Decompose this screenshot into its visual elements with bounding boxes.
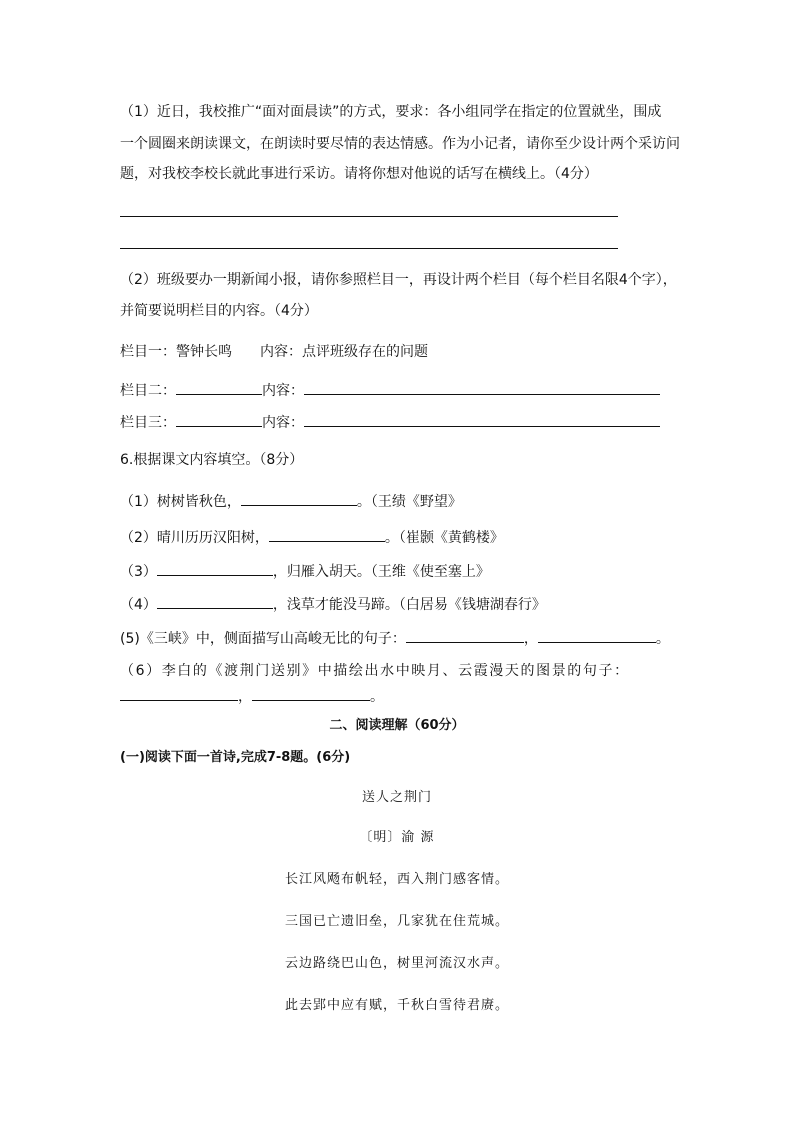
column-2-content-blank[interactable] (304, 380, 660, 395)
q6-item-4-blank[interactable] (157, 594, 273, 609)
section-2-subtitle: (一)阅读下面一首诗,完成7-8题。(6分) (120, 750, 351, 765)
column-3-row (120, 412, 660, 433)
q5-1-line-2: 一个圆圈来朗读课文，在朗读时要尽情的表达情感。作为小记者，请你至少设计两个采访问 (120, 136, 680, 152)
poem-line-3: 云边路绕巴山色，树里河流汉水声。 (284, 956, 509, 971)
column-2-name: 栏目二： (120, 383, 176, 399)
q5-1-line-3: 题，对我校李校长就此事进行采访。请将你想对他说的话写在横线上。（4分） (120, 166, 598, 182)
q5-1-line-1: （1）近日，我校推广“面对面晨读”的方式，要求：各小组同学在指定的位置就坐，围成 (120, 104, 662, 120)
q6-title: 6.根据课文内容填空。（8分） (120, 452, 304, 468)
q6-item-6-line-2 (120, 686, 384, 707)
q6-item-1 (120, 491, 462, 512)
q6-item-1-blank[interactable] (241, 491, 357, 506)
q6-item-2-text: （2）晴川历历汉阳树， (120, 530, 269, 546)
column-3-content: 内容： (262, 415, 304, 431)
q6-item-3-label: （3） (120, 564, 157, 580)
column-3-content-blank[interactable] (304, 412, 660, 427)
q6-item-6-comma: ， (238, 689, 252, 705)
q6-item-5-comma: ， (523, 631, 538, 647)
q5-2-line-2: 并简要说明栏目的内容。（4分） (120, 303, 318, 319)
column-2-row (120, 380, 660, 401)
poem-line-1: 长江风飏布帆轻，西入荆门感客情。 (284, 872, 509, 887)
q6-item-3 (120, 561, 490, 582)
column-3-name: 栏目三： (120, 415, 176, 431)
answer-line-1[interactable] (120, 216, 618, 217)
q6-item-6-line-1: （6）李白的《渡荆门送别》中描绘出水中映月、云霞漫天的图景的句子： (120, 663, 630, 679)
q6-item-5-blank-1[interactable] (406, 628, 524, 643)
column-2-name-blank[interactable] (176, 380, 262, 395)
q6-item-1-text: （1）树树皆秋色， (120, 494, 241, 510)
column-2-content: 内容： (262, 383, 304, 399)
q6-item-4 (120, 594, 546, 615)
q6-item-1-source: 。（王绩《野望》 (356, 494, 462, 510)
q6-item-5-blank-2[interactable] (538, 628, 656, 643)
q5-2-line-1: （2）班级要办一期新闻小报，请你参照栏目一，再设计两个栏目（每个栏目名限4个字）， (120, 272, 677, 288)
q6-item-6-blank-1[interactable] (120, 686, 238, 701)
q6-item-4-text: ，浅草才能没马蹄。（白居易《钱塘湖春行》 (272, 597, 546, 613)
poem-line-4: 此去郢中应有赋，千秋白雪待君赓。 (284, 998, 509, 1013)
q6-item-2-source: 。（崔颢《黄鹤楼》 (384, 530, 504, 546)
poem-title: 送人之荆门 (361, 790, 432, 805)
section-2-title: 二、阅读理解（60分） (329, 718, 465, 733)
q6-item-5-text: (5)《三峡》中，侧面描写山高峻无比的句子： (120, 631, 406, 647)
column-1-content: 内容：点评班级存在的问题 (260, 344, 428, 360)
q6-item-3-blank[interactable] (157, 561, 273, 576)
q6-item-5-period: 。 (655, 631, 670, 647)
q6-item-6-blank-2[interactable] (252, 686, 370, 701)
q6-item-6-period: 。 (370, 689, 384, 705)
poem-author: 〔明〕渝 源 (359, 830, 435, 845)
column-3-name-blank[interactable] (176, 412, 262, 427)
poem-line-2: 三国已亡遗旧垒，几家犹在住荒城。 (284, 914, 509, 929)
q6-item-2 (120, 527, 504, 548)
column-1-row (120, 342, 428, 362)
q6-item-5 (120, 628, 670, 649)
q6-item-4-label: （4） (120, 597, 157, 613)
q6-item-3-text: ，归雁入胡天。（王维《使至塞上》 (272, 564, 490, 580)
answer-line-2[interactable] (120, 248, 618, 249)
column-1-name: 栏目一：警钟长鸣 (120, 344, 232, 360)
q6-item-2-blank[interactable] (269, 527, 385, 542)
